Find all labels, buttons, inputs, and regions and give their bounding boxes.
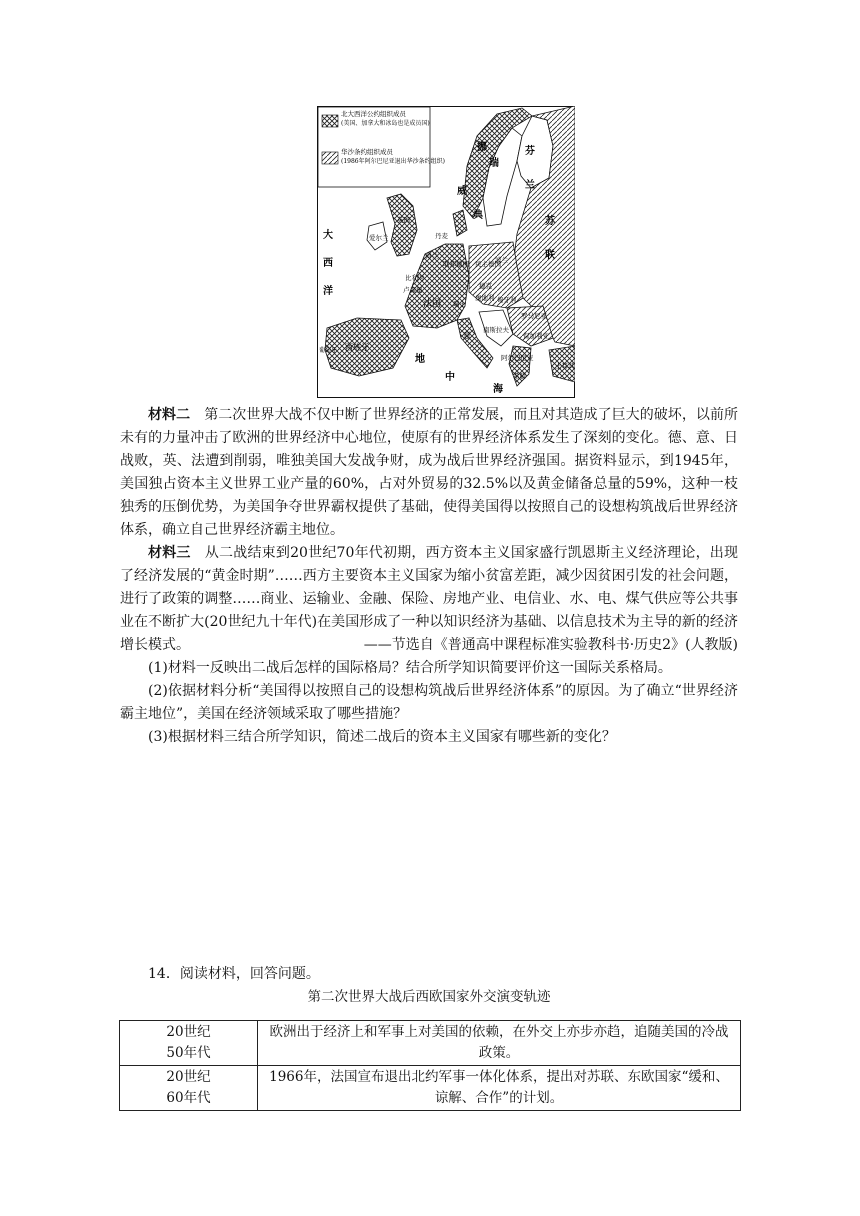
label-soviet1: 苏 bbox=[545, 216, 555, 227]
period-cell: 20世纪 60年代 bbox=[120, 1066, 258, 1111]
label-med1: 地 bbox=[415, 354, 425, 365]
label-spain: 西班牙 bbox=[345, 343, 369, 352]
question-1: (1)材料一反映出二战后怎样的国际格局？结合所学知识简要评价这一国际关系格局。 bbox=[148, 660, 672, 676]
label-greece: 希腊 bbox=[513, 372, 526, 380]
material-three-text: 从二战结束到20世纪70年代初期，西方资本主义国家盛行凯恩斯主义经济理论，出现了经济发展的“黄金时期”……西方主要资本主义国家为缩小贫富差距，减少因贫困引发的社会问题，进行了政策的调整……商业、运输业、金融、保险、房地产业、电信业、水、电、煤气供应等公共事业在不断扩大(20世纪九十年代)在美国形成了一种以知识经济为基础、以信息技术为主导的新的经济增长模式。 bbox=[120, 545, 738, 653]
label-yugoslavia: 南斯拉夫 bbox=[483, 326, 509, 334]
question-2: (2)依据材料分析“美国得以按照自己的设想构筑战后世界经济体系”的原因。为了确立“世界经济霸主地位”，美国在经济领域采取了哪些措施？ bbox=[120, 683, 738, 722]
question-14-prompt: 14．阅读材料，回答问题。 bbox=[148, 966, 320, 982]
label-albania: 阿尔巴尼亚 bbox=[501, 354, 534, 362]
table-row bbox=[120, 1066, 741, 1111]
label-finland: 芬 bbox=[525, 146, 535, 157]
map-legend bbox=[318, 107, 445, 187]
label-italy: 意 bbox=[463, 331, 471, 340]
source-citation: ——节选自《普通高中课程标准实验教科书·历史2》(人教版) bbox=[363, 637, 738, 653]
legend-warsaw: 华沙条约组织成员 bbox=[341, 148, 393, 156]
label-netherlands: 荷兰 bbox=[425, 252, 438, 260]
legend-nato-note: (美国、加拿大和冰岛也是成员国) bbox=[341, 120, 430, 127]
label-poland: 波兰 bbox=[495, 256, 508, 264]
warsaw-swatch bbox=[322, 152, 338, 164]
legend-warsaw-note: (1986年阿尔巴尼亚退出华沙条约组织) bbox=[341, 158, 445, 165]
table-row bbox=[120, 1021, 741, 1066]
table-title: 第二次世界大战后西欧国家外交演变轨迹 bbox=[307, 989, 551, 1005]
label-denmark: 丹麦 bbox=[435, 232, 448, 240]
label-france: 法国 bbox=[423, 299, 442, 309]
label-atlantic3: 洋 bbox=[323, 286, 333, 297]
label-uk: 英国 bbox=[397, 216, 410, 224]
material-two-lead: 材料二 bbox=[148, 407, 191, 423]
material-three-lead: 材料三 bbox=[148, 545, 191, 561]
period-cell: 20世纪 50年代 bbox=[120, 1021, 258, 1066]
description-cell: 欧洲出于经济上和军事上对美国的依赖，在外交上亦步亦趋，追随美国的冷战政策。 bbox=[258, 1021, 741, 1066]
label-luxembourg: 卢森堡 bbox=[403, 286, 423, 294]
label-turkey: 土耳其 bbox=[555, 362, 575, 370]
label-norway3: 威 bbox=[457, 186, 467, 197]
label-dem-germany: 民主德国 bbox=[475, 260, 501, 268]
label-soviet2: 联 bbox=[545, 250, 555, 261]
description-cell: 1966年，法国宣布退出北约军事一体化体系，提出对苏联、东欧国家“缓和、谅解、合作”的计划。 bbox=[258, 1066, 741, 1111]
label-bulgaria: 保加利亚 bbox=[523, 332, 549, 340]
label-atlantic1: 大 bbox=[323, 230, 333, 241]
label-hungary: 匈牙利 bbox=[497, 296, 517, 304]
label-fed-germany: 联邦德国 bbox=[443, 260, 469, 268]
question-3: (3)根据材料三结合所学知识，简述二战后的资本主义国家有哪些新的变化？ bbox=[148, 729, 616, 745]
label-swiss: 瑞士 bbox=[453, 300, 466, 308]
label-belgium: 比利时 bbox=[405, 274, 425, 282]
nato-swatch bbox=[322, 115, 338, 127]
label-austria: 奥地利 bbox=[475, 294, 495, 302]
label-norway: 挪 bbox=[477, 142, 487, 153]
label-ireland: 爱尔兰 bbox=[369, 234, 389, 242]
label-sweden: 典 bbox=[473, 210, 483, 221]
europe-cold-war-map bbox=[317, 106, 575, 398]
label-med3: 海 bbox=[493, 384, 503, 395]
label-finland2: 兰 bbox=[525, 180, 535, 191]
label-czech: 捷克 bbox=[479, 282, 492, 290]
material-two-text: 第二次世界大战不仅中断了世界经济的正常发展，而且对其造成了巨大的破坏，以前所未有的力量冲击了欧洲的世界经济中心地位，使原有的世界经济体系发生了深刻的变化。德、意、日战败，英、法遭到削弱，唯独美国大发战争财，成为战后世界经济强国。据资料显示，到1945年，美国独占资本主义世界工业产量的60%，占对外贸易的32.5%以及黄金储备总量的59%，这种一枝独秀的压倒优势，为美国争夺世界霸权提供了基础，使得美国得以按照自己的设想构筑战后世界经济体系，确立自己世界经济霸主地位。 bbox=[120, 407, 739, 538]
label-norway2: 瑞 bbox=[489, 158, 499, 169]
legend-nato: 北大西洋公约组织成员 bbox=[341, 110, 406, 118]
material-two-paragraph bbox=[120, 404, 738, 542]
label-portugal: 葡萄牙 bbox=[319, 347, 338, 354]
label-romania: 罗马尼亚 bbox=[521, 312, 547, 320]
label-med2: 中 bbox=[445, 372, 455, 383]
label-atlantic2: 西 bbox=[323, 258, 333, 269]
diplomacy-table bbox=[119, 1020, 741, 1111]
